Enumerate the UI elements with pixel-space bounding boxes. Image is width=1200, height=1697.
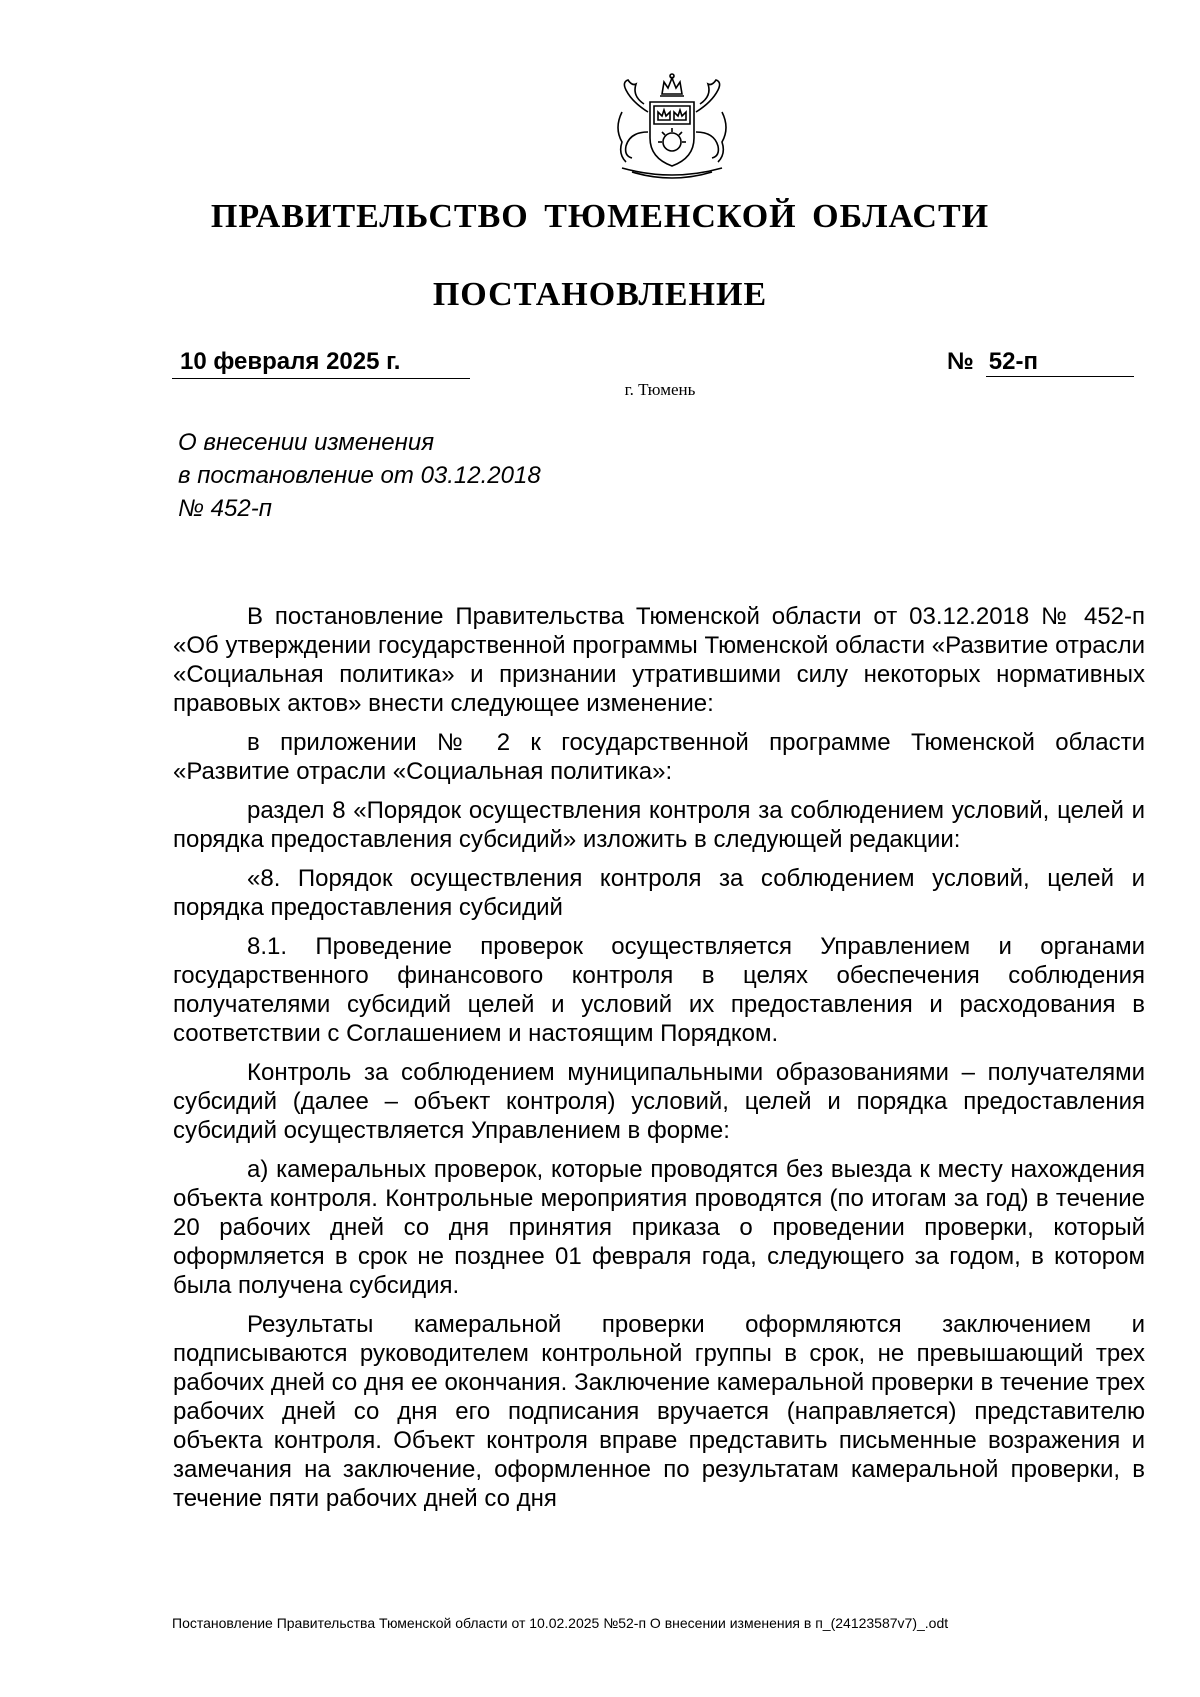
coat-of-arms-icon — [592, 72, 752, 182]
document-number: 52-п — [986, 348, 1134, 377]
subject-line-1: О внесении изменения — [178, 429, 435, 456]
subject-line-3: № 452-п — [178, 495, 272, 522]
number-sign: № — [947, 348, 974, 375]
body-paragraph: раздел 8 «Порядок осуществления контроля за соблюдением условий, целей и порядка предоставления субсидий» изложить в следующей редакции: — [173, 797, 1145, 853]
subject-line-2: в постановление от 03.12.2018 — [178, 462, 541, 489]
government-name: ПРАВИТЕЛЬСТВО ТЮМЕНСКОЙ ОБЛАСТИ — [210, 198, 990, 235]
page-footer: Постановление Правительства Тюменской области от 10.02.2025 №52-п О внесении изменения в п_(24123587v7)_.odt — [172, 1615, 949, 1631]
body-paragraph: Контроль за соблюдением муниципальными образованиями – получателями субсидий (далее – объект контроля) условий, целей и порядка предоставления субсидий осуществляется Управлением в форме: — [173, 1059, 1145, 1144]
body-paragraph: в приложении № 2 к государственной программе Тюменской области «Развитие отрасли «Социальная политика»: — [173, 729, 1145, 785]
body-paragraph: а) камеральных проверок, которые проводятся без выезда к месту нахождения объекта контроля. Контрольные мероприятия проводятся (по итогам за год) в течение 20 рабочих дней со дня принятия приказа о проведении проверки, который оформляется в срок не позднее 01 февраля года, следующего за годом, в котором была получена субсидия. — [173, 1156, 1145, 1299]
document-date: 10 февраля 2025 г. — [172, 348, 470, 379]
body-paragraph: «8. Порядок осуществления контроля за соблюдением условий, целей и порядка предоставления субсидий — [173, 865, 1145, 921]
body-paragraph: Результаты камеральной проверки оформляются заключением и подписываются руководителем контрольной группы в срок, не превышающий трех рабочих дней со дня ее окончания. Заключение камеральной проверки в течение трех рабочих дней со дня его подписания вручается (направляется) представителю объекта контроля. Объект контроля вправе представить письменные возражения и замечания на заключение, оформленное по результатам камеральной проверки, в течение пяти рабочих дней со дня — [173, 1311, 1145, 1512]
document-body — [173, 602, 1145, 1523]
document-kind-title: ПОСТАНОВЛЕНИЕ — [432, 276, 768, 313]
document-subject — [178, 426, 638, 525]
body-paragraph: 8.1. Проведение проверок осуществляется Управлением и органами государственного финансового контроля в целях обеспечения соблюдения получателями субсидий целей и условий их предоставления и расходования в соответствии с Соглашением и настоящим Порядком. — [173, 933, 1145, 1047]
body-paragraph: В постановление Правительства Тюменской области от 03.12.2018 № 452-п «Об утверждении государственной программы Тюменской области «Развитие отрасли «Социальная политика» и признании утратившими силу некоторых нормативных правовых актов» внести следующее изменение: — [173, 603, 1145, 717]
city-name: г. Тюмень — [624, 380, 696, 399]
document-number-block — [947, 348, 1143, 379]
